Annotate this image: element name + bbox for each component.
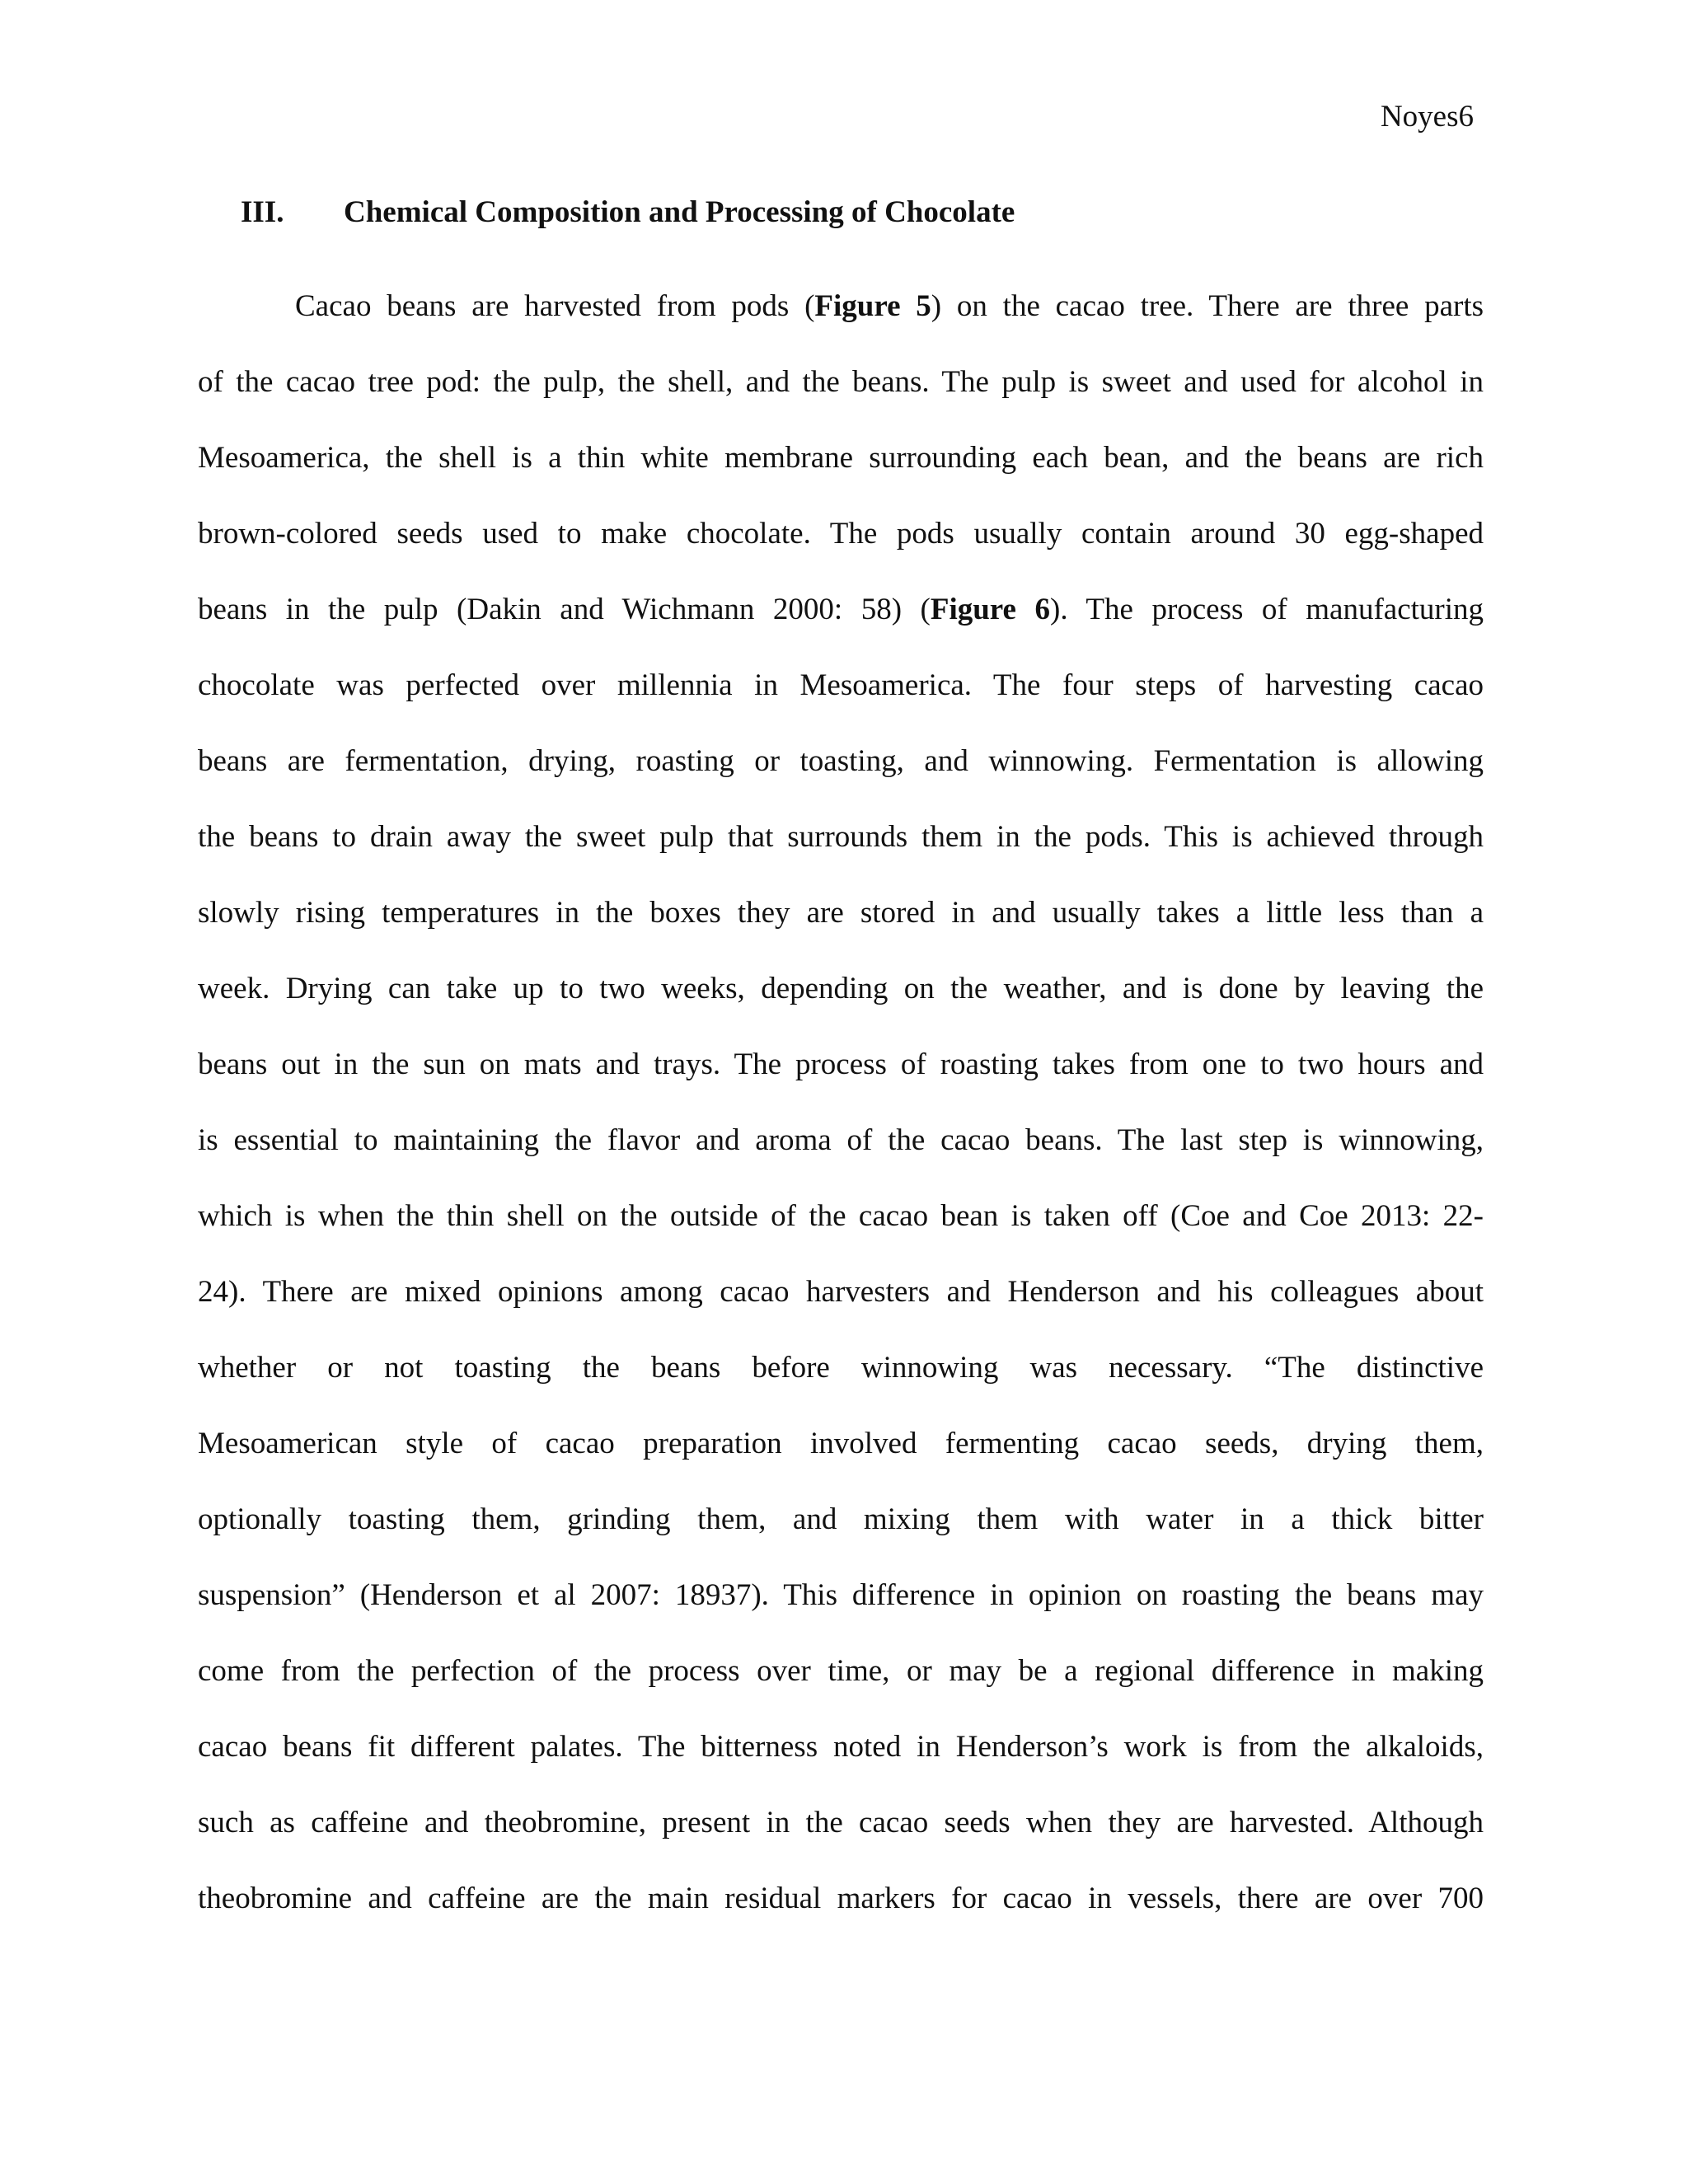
- text-line: of the cacao tree pod: the pulp, the shell, and the beans. The pulp is sweet and used for alcohol in: [198, 365, 1484, 399]
- figure-reference: Figure 5: [814, 289, 931, 323]
- section-title: Chemical Composition and Processing of Chocolate: [344, 195, 1015, 229]
- text-line: [198, 269, 1484, 344]
- text-line-segment: ) on the cacao tree. There are three parts: [931, 289, 1484, 323]
- text-line: slowly rising temperatures in the boxes they are stored in and usually takes a little less than a: [198, 896, 1484, 930]
- text-line: 24). There are mixed opinions among cacao harvesters and Henderson and his colleagues about: [198, 1275, 1484, 1309]
- text-line: suspension” (Henderson et al 2007: 18937). This difference in opinion on roasting the beans may: [198, 1578, 1484, 1612]
- text-line: week. Drying can take up to two weeks, depending on the weather, and is done by leaving the: [198, 972, 1484, 1005]
- text-line: beans out in the sun on mats and trays. The process of roasting takes from one to two hours and: [198, 1047, 1484, 1081]
- text-line: beans are fermentation, drying, roasting or toasting, and winnowing. Fermentation is allowing: [198, 744, 1484, 778]
- text-line: such as caffeine and theobromine, present in the cacao seeds when they are harvested. Although: [198, 1806, 1484, 1840]
- body-paragraph: [198, 269, 1484, 1937]
- section-number: III.: [241, 195, 284, 229]
- text-line: [198, 572, 1484, 648]
- figure-reference: Figure 6: [930, 593, 1050, 626]
- text-line: the beans to drain away the sweet pulp that surrounds them in the pods. This is achieved through: [198, 820, 1484, 854]
- text-line: theobromine and caffeine are the main residual markers for cacao in vessels, there are over 700: [198, 1882, 1484, 1915]
- text-line: chocolate was perfected over millennia in Mesoamerica. The four steps of harvesting cacao: [198, 668, 1484, 702]
- text-line: whether or not toasting the beans before winnowing was necessary. “The distinctive: [198, 1351, 1484, 1385]
- text-line: brown-colored seeds used to make chocolate. The pods usually contain around 30 egg-shaped: [198, 517, 1484, 551]
- section-heading: [241, 193, 1015, 232]
- running-head: Noyes6: [1380, 100, 1474, 134]
- text-line: is essential to maintaining the flavor and aroma of the cacao beans. The last step is winnowing,: [198, 1123, 1484, 1157]
- text-line-segment: Cacao beans are harvested from pods (: [295, 289, 815, 323]
- text-line: which is when the thin shell on the outside of the cacao bean is taken off (Coe and Coe 2013: 22-: [198, 1199, 1484, 1233]
- text-line: optionally toasting them, grinding them, and mixing them with water in a thick bitter: [198, 1502, 1484, 1536]
- text-line: Mesoamerica, the shell is a thin white membrane surrounding each bean, and the beans are rich: [198, 441, 1484, 475]
- text-line-segment: beans in the pulp (Dakin and Wichmann 2000: 58) (: [198, 593, 931, 626]
- text-line: Mesoamerican style of cacao preparation involved fermenting cacao seeds, drying them,: [198, 1427, 1484, 1460]
- text-line-segment: ). The process of manufacturing: [1050, 593, 1484, 626]
- text-line: cacao beans fit different palates. The bitterness noted in Henderson’s work is from the alkaloids,: [198, 1730, 1484, 1764]
- text-line: come from the perfection of the process over time, or may be a regional difference in making: [198, 1654, 1484, 1688]
